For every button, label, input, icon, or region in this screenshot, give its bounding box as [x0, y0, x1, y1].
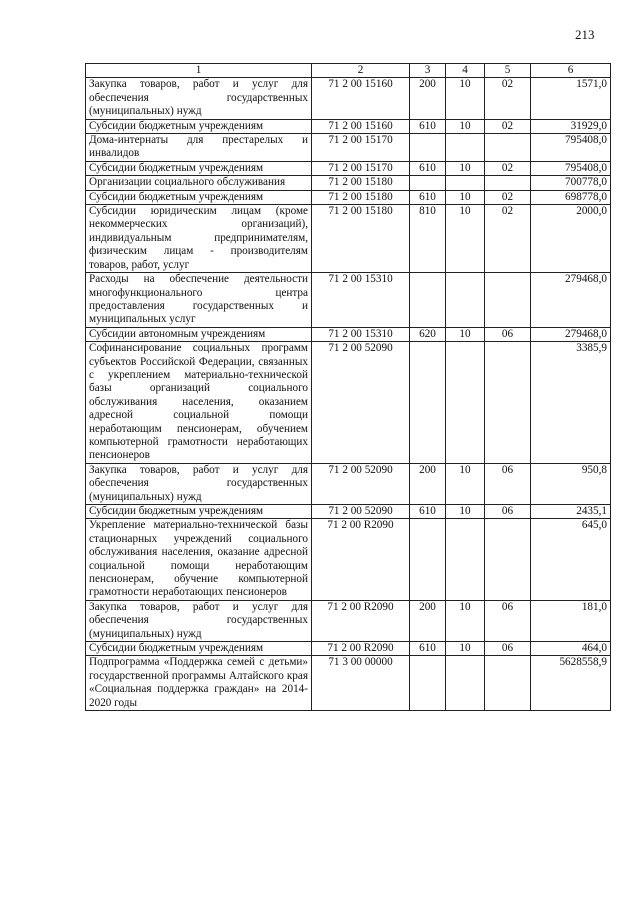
expense-name-cell: Субсидии бюджетным учреждениям	[86, 161, 312, 175]
target-code-cell: 71 2 00 15180	[312, 190, 410, 204]
subsection-cell	[485, 519, 531, 600]
table-row	[86, 327, 611, 341]
subsection-cell	[485, 176, 531, 190]
column-header-4: 4	[446, 64, 485, 78]
amount-cell: 181,0	[531, 600, 611, 641]
table-body	[86, 78, 611, 711]
column-header-2: 2	[312, 64, 410, 78]
table-row	[86, 161, 611, 175]
expense-type-cell	[410, 176, 446, 190]
amount-cell: 2435,1	[531, 505, 611, 519]
table-row	[86, 176, 611, 190]
expense-name-cell: Расходы на обеспечение деятельности многофункционального центра предоставления государственных и муниципальных услуг	[86, 273, 312, 328]
expense-type-cell: 610	[410, 161, 446, 175]
expense-name-cell: Субсидии автономным учреждениям	[86, 327, 312, 341]
target-code-cell: 71 2 00 15180	[312, 205, 410, 273]
budget-table	[85, 63, 611, 711]
section-cell: 10	[446, 600, 485, 641]
expense-name-cell: Субсидии юридическим лицам (кроме некоммерческих организаций), индивидуальным предпринимателям, физическим лицам - производителям товаров, работ, услуг	[86, 205, 312, 273]
expense-type-cell: 200	[410, 463, 446, 504]
column-header-6: 6	[531, 64, 611, 78]
section-cell: 10	[446, 463, 485, 504]
subsection-cell: 02	[485, 119, 531, 133]
column-header-5: 5	[485, 64, 531, 78]
section-cell	[446, 134, 485, 162]
expense-name-cell: Софинансирование социальных программ субъектов Российской Федерации, связанных с укреплением материально-технической базы организаций социального обслуживания населения, оказанием адресной социальной помощи неработающим пенсионерам, обучением компьютерной грамотности неработающих пенсионеров	[86, 342, 312, 464]
subsection-cell: 02	[485, 205, 531, 273]
amount-cell: 2000,0	[531, 205, 611, 273]
target-code-cell: 71 2 00 52090	[312, 505, 410, 519]
amount-cell: 3385,9	[531, 342, 611, 464]
amount-cell: 279468,0	[531, 273, 611, 328]
expense-type-cell	[410, 519, 446, 600]
section-cell: 10	[446, 78, 485, 119]
page-number: 213	[575, 27, 595, 42]
amount-cell: 1571,0	[531, 78, 611, 119]
section-cell: 10	[446, 161, 485, 175]
section-cell: 10	[446, 642, 485, 656]
amount-cell: 5628558,9	[531, 656, 611, 711]
subsection-cell: 02	[485, 161, 531, 175]
expense-type-cell: 610	[410, 119, 446, 133]
subsection-cell: 02	[485, 190, 531, 204]
expense-name-cell: Закупка товаров, работ и услуг для обеспечения государственных (муниципальных) нужд	[86, 78, 312, 119]
target-code-cell: 71 2 00 15160	[312, 78, 410, 119]
expense-name-cell: Дома-интернаты для престарелых и инвалидов	[86, 134, 312, 162]
expense-type-cell	[410, 342, 446, 464]
table-row	[86, 78, 611, 119]
subsection-cell: 06	[485, 463, 531, 504]
section-cell: 10	[446, 327, 485, 341]
subsection-cell: 06	[485, 505, 531, 519]
expense-type-cell	[410, 273, 446, 328]
subsection-cell	[485, 273, 531, 328]
section-cell	[446, 176, 485, 190]
column-header-1: 1	[86, 64, 312, 78]
target-code-cell: 71 2 00 15160	[312, 119, 410, 133]
expense-name-cell: Субсидии бюджетным учреждениям	[86, 119, 312, 133]
target-code-cell: 71 2 00 15310	[312, 273, 410, 328]
expense-type-cell	[410, 656, 446, 711]
section-cell	[446, 273, 485, 328]
section-cell: 10	[446, 205, 485, 273]
column-header-3: 3	[410, 64, 446, 78]
expense-name-cell: Подпрограмма «Поддержка семей с детьми» государственной программы Алтайского края «Социальная поддержка граждан» на 2014-2020 годы	[86, 656, 312, 711]
subsection-cell: 06	[485, 327, 531, 341]
section-cell	[446, 656, 485, 711]
target-code-cell: 71 2 00 52090	[312, 463, 410, 504]
expense-type-cell: 610	[410, 505, 446, 519]
table-row	[86, 656, 611, 711]
expense-type-cell: 200	[410, 600, 446, 641]
table-row	[86, 273, 611, 328]
expense-name-cell: Укрепление материально-технической базы стационарных учреждений социального обслуживания населения, оказание адресной социальной помощи неработающим пенсионерам, обучение компьютерной грамотности неработающих пенсионеров	[86, 519, 312, 600]
subsection-cell	[485, 134, 531, 162]
amount-cell: 950,8	[531, 463, 611, 504]
subsection-cell: 06	[485, 642, 531, 656]
target-code-cell: 71 2 00 15170	[312, 161, 410, 175]
expense-name-cell: Закупка товаров, работ и услуг для обеспечения государственных (муниципальных) нужд	[86, 463, 312, 504]
target-code-cell: 71 2 00 15170	[312, 134, 410, 162]
subsection-cell: 06	[485, 600, 531, 641]
section-cell: 10	[446, 119, 485, 133]
amount-cell: 279468,0	[531, 327, 611, 341]
table-row	[86, 463, 611, 504]
expense-type-cell: 610	[410, 190, 446, 204]
table-row	[86, 119, 611, 133]
table-row	[86, 134, 611, 162]
amount-cell: 795408,0	[531, 161, 611, 175]
amount-cell: 795408,0	[531, 134, 611, 162]
table-row	[86, 190, 611, 204]
expense-type-cell	[410, 134, 446, 162]
section-cell	[446, 519, 485, 600]
amount-cell: 700778,0	[531, 176, 611, 190]
table-row	[86, 600, 611, 641]
section-cell: 10	[446, 505, 485, 519]
amount-cell: 698778,0	[531, 190, 611, 204]
expense-type-cell: 610	[410, 642, 446, 656]
table-row	[86, 519, 611, 600]
expense-type-cell: 810	[410, 205, 446, 273]
target-code-cell: 71 2 00 15180	[312, 176, 410, 190]
expense-type-cell: 620	[410, 327, 446, 341]
subsection-cell	[485, 342, 531, 464]
expense-name-cell: Субсидии бюджетным учреждениям	[86, 642, 312, 656]
amount-cell: 645,0	[531, 519, 611, 600]
amount-cell: 31929,0	[531, 119, 611, 133]
section-cell: 10	[446, 190, 485, 204]
target-code-cell: 71 2 00 52090	[312, 342, 410, 464]
expense-type-cell: 200	[410, 78, 446, 119]
table-row	[86, 205, 611, 273]
target-code-cell: 71 2 00 R2090	[312, 519, 410, 600]
subsection-cell: 02	[485, 78, 531, 119]
target-code-cell: 71 3 00 00000	[312, 656, 410, 711]
table-row	[86, 642, 611, 656]
expense-name-cell: Субсидии бюджетным учреждениям	[86, 190, 312, 204]
expense-name-cell: Организации социального обслуживания	[86, 176, 312, 190]
expense-name-cell: Субсидии бюджетным учреждениям	[86, 505, 312, 519]
subsection-cell	[485, 656, 531, 711]
table-header	[86, 64, 611, 78]
table-row	[86, 342, 611, 464]
target-code-cell: 71 2 00 R2090	[312, 600, 410, 641]
target-code-cell: 71 2 00 R2090	[312, 642, 410, 656]
amount-cell: 464,0	[531, 642, 611, 656]
target-code-cell: 71 2 00 15310	[312, 327, 410, 341]
expense-name-cell: Закупка товаров, работ и услуг для обеспечения государственных (муниципальных) нужд	[86, 600, 312, 641]
table-row	[86, 505, 611, 519]
header-row	[86, 64, 611, 78]
section-cell	[446, 342, 485, 464]
